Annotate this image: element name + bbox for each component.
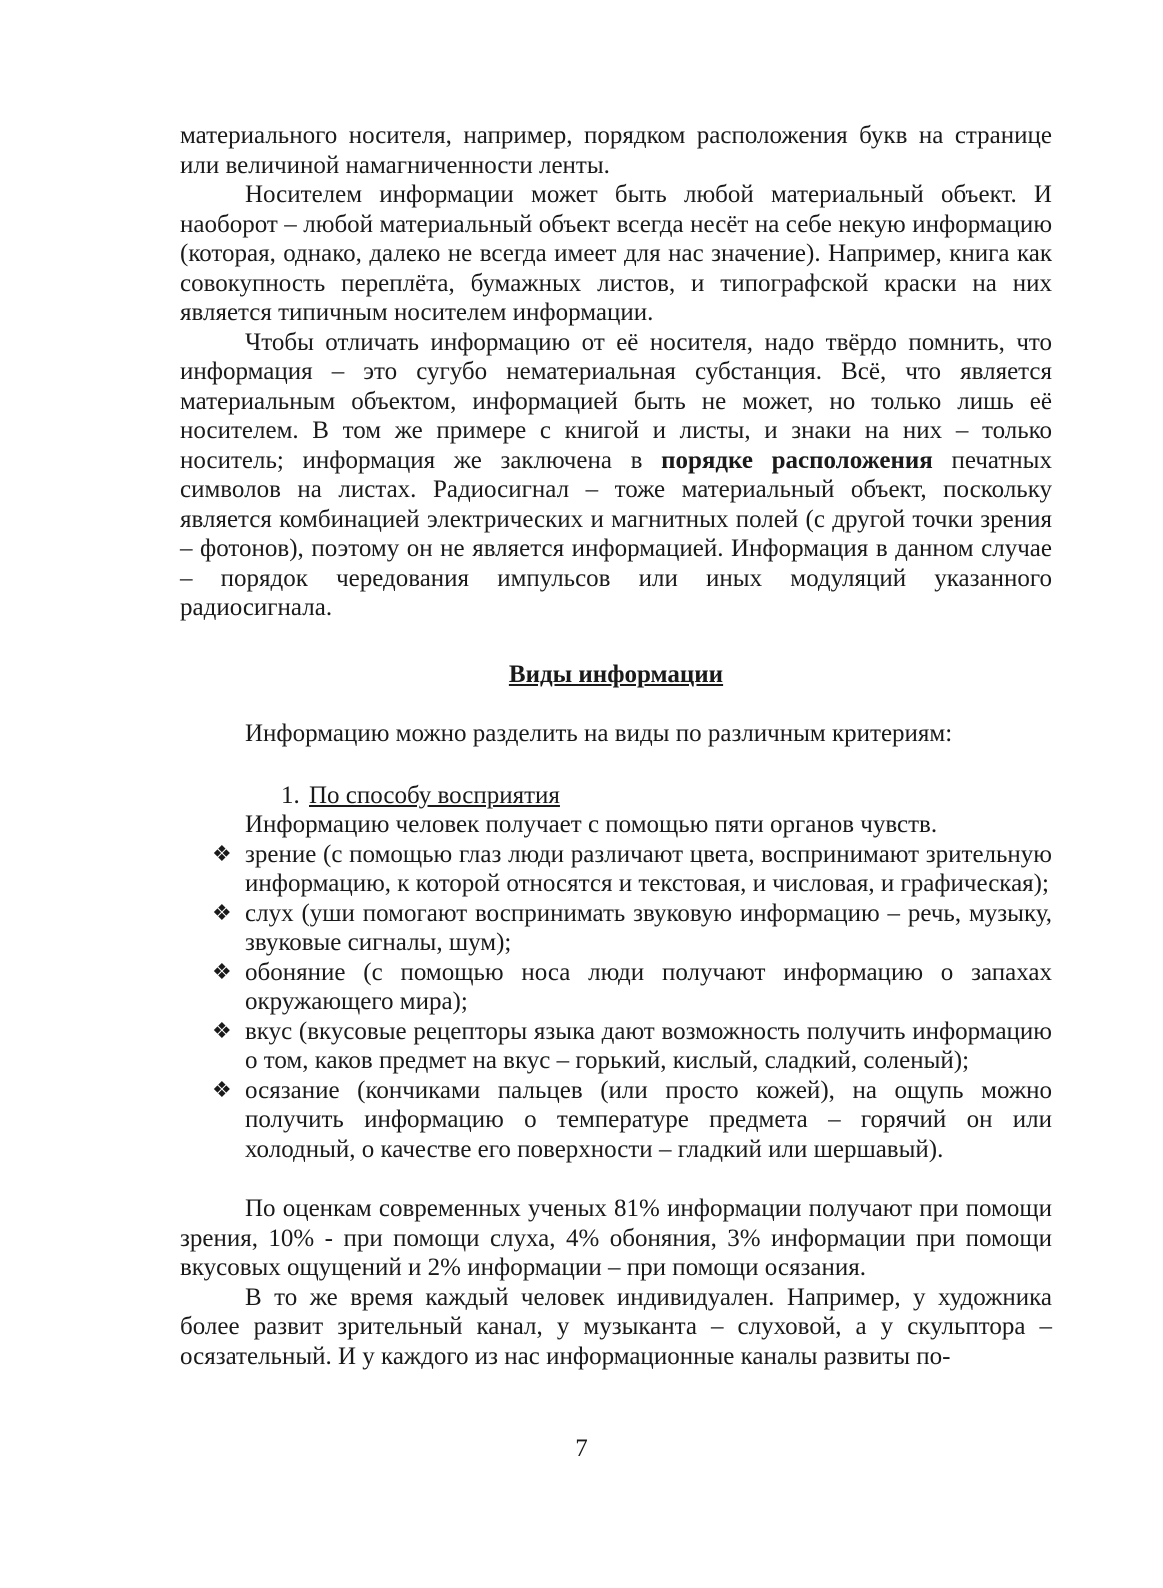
list-item [180,899,1052,958]
list-item-text: обоняние (с помощью носа люди получают информацию о запахах окружающего мира); [245,958,1052,1015]
page-body [180,121,1052,1371]
diamond-bullet-icon: ❖ [212,900,232,926]
paragraph-text: Чтобы отличать информацию от её носителя, надо твёрдо помнить, что информация – это сугубо нематериальная субстанция. Всё, что является материальным объектом, информацией быть не может, но только лишь её носителем. В том же примере с книгой и листы, и знаки на них – только носитель; информация же заключена в [180,328,1052,474]
bold-phrase: порядке расположения [661,446,933,474]
paragraph-immaterial [180,328,1052,623]
list-item-text: вкус (вкусовые рецепторы языка дают возможность получить информацию о том, каков предмет на вкус – горький, кислый, сладкий, соленый); [245,1017,1052,1074]
paragraph-text: печатных символов на листах. Радиосигнал – тоже материальный объект, поскольку является комбинацией электрических и магнитных полей (с другой точки зрения – фотонов), поэтому он не является информацией. Информация в данном случае – порядок чередования импульсов или иных модуляций указанного радиосигнала. [180,446,1052,621]
paragraph-carrier-end: материального носителя, например, порядком расположения букв на странице или величиной намагниченности ленты. [180,122,1052,179]
page-number: 7 [575,1435,588,1462]
item-lead: Информацию человек получает с помощью пяти органов чувств. [245,811,938,838]
list-item [180,840,1052,899]
diamond-bullet-icon: ❖ [212,841,232,867]
section-intro: Информацию можно разделить на виды по различным критериям: [245,720,953,747]
list-item-text: осязание (кончиками пальцев (или просто кожей), на ощупь можно получить информацию о температуре предмета – горячий он или холодный, о качестве его поверхности – гладкий или шершавый). [245,1076,1052,1163]
senses-list [180,840,1052,1165]
list-item [180,1017,1052,1076]
paragraph-statistics: По оценкам современных ученых 81% информации получают при помощи зрения, 10% - при помощи слуха, 4% обоняния, 3% информации при помощи вкусовых ощущений и 2% информации – при помощи осязания. [180,1195,1052,1281]
diamond-bullet-icon: ❖ [212,1077,232,1103]
list-item-text: слух (уши помогают воспринимать звуковую информацию – речь, музыку, звуковые сигналы, шум); [245,899,1052,956]
diamond-bullet-icon: ❖ [212,959,232,985]
item-title: По способу восприятия [309,781,560,809]
section-heading: Виды информации [508,660,724,688]
diamond-bullet-icon: ❖ [212,1018,232,1044]
paragraph-individuality: В то же время каждый человек индивидуален. Например, у художника более развит зрительный канал, у музыканта – слуховой, а у скульптора – осязательный. И у каждого из нас информационные каналы развиты по- [180,1283,1052,1370]
numbered-item [180,781,1052,811]
list-item [180,958,1052,1017]
list-item-text: зрение (с помощью глаз люди различают цвета, воспринимают зрительную информацию, к которой относятся и текстовая, и числовая, и графическая); [245,840,1052,897]
list-item [180,1076,1052,1165]
paragraph-carrier: Носителем информации может быть любой материальный объект. И наоборот – любой материальный объект всегда несёт на себе некую информацию (которая, однако, далеко не всегда имеет для нас значение). Например, книга как совокупность переплёта, бумажных листов, и типографской краски на них является типичным носителем информации. [180,181,1052,326]
item-number: 1. [281,781,300,809]
